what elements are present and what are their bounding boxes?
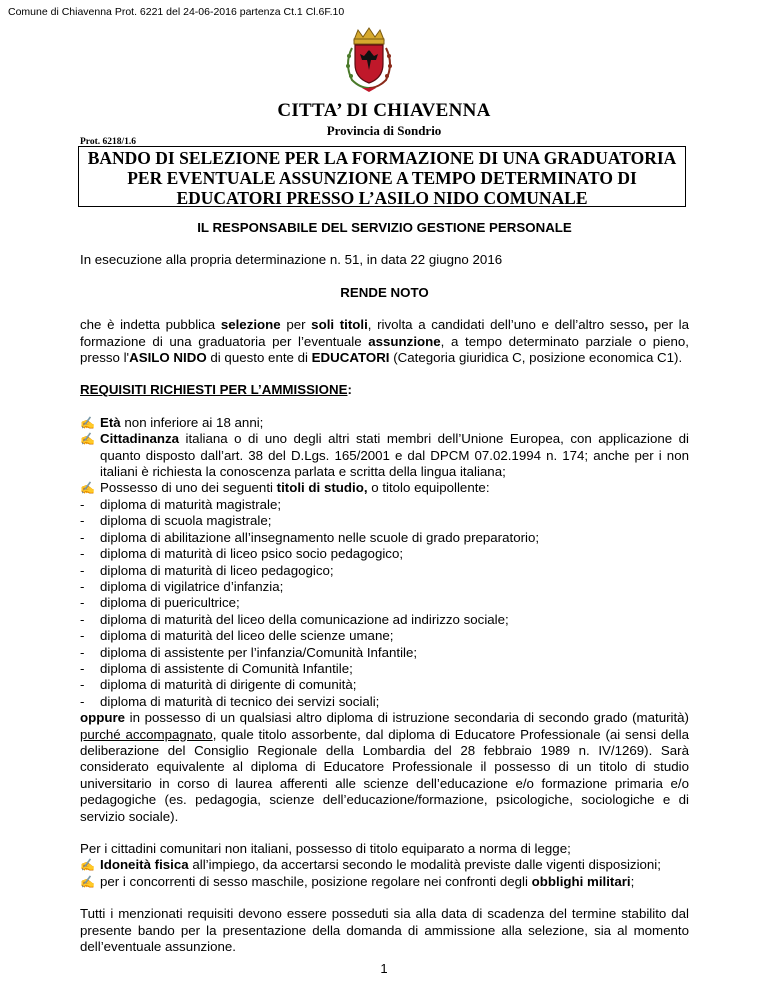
esecuzione-paragraph: In esecuzione alla propria determinazione n. 51, in data 22 giugno 2016	[80, 252, 503, 268]
diplomi-list	[80, 497, 689, 710]
title-line: BANDO DI SELEZIONE PER LA FORMAZIONE DI UNA GRADUATORIA	[87, 148, 677, 168]
pencil-hand-icon: ✍	[80, 481, 95, 496]
diploma-item	[80, 497, 689, 513]
dash-marker: -	[80, 628, 85, 644]
diploma-label: diploma di abilitazione all’insegnamento nelle scuole di grado preparatorio;	[100, 529, 540, 545]
protocol-stamp: Comune di Chiavenna Prot. 6221 del 24-06-2016 partenza Ct.1 Cl.6F.10	[8, 6, 345, 18]
tutti-paragraph: Tutti i menzionati requisiti devono essere posseduti sia alla data di scadenza del termine stabilito dal presente bando per la presentazione della domanda di ammissione alla selezione, sia al momento dell’eventuale assunzione.	[80, 906, 689, 955]
dash-marker: -	[80, 546, 85, 562]
bullet-eta: ✍ Età non inferiore ai 18 anni;	[80, 414, 264, 430]
diploma-item	[80, 661, 689, 677]
diploma-label: diploma di maturità di liceo pedagogico;	[100, 562, 334, 578]
dash-marker: -	[80, 644, 85, 660]
bullet-militari: ✍ per i concorrenti di sesso maschile, posizione regolare nei confronti degli obblighi militari;	[80, 873, 635, 889]
city-crest-icon	[338, 26, 400, 94]
dash-marker: -	[80, 496, 85, 512]
diploma-item	[80, 546, 689, 562]
dash-marker: -	[80, 611, 85, 627]
title-line: EDUCATORI PRESSO L’ASILO NIDO COMUNALE	[176, 188, 588, 208]
intro-paragraph: che è indetta pubblica selezione per soli titoli, rivolta a candidati dell’uno e dell’altro sesso, per la formazione di una graduatoria per l’eventuale assunzione, a tempo determinato parziale o pieno, presso l'ASILO NIDO di questo ente di EDUCATORI (Categoria giuridica C, posizione economica C1).	[80, 317, 689, 366]
pencil-hand-icon: ✍	[80, 874, 95, 889]
pencil-hand-icon: ✍	[80, 415, 95, 430]
diploma-item	[80, 513, 689, 529]
diploma-item	[80, 595, 689, 611]
diploma-item	[80, 612, 689, 628]
diploma-label: diploma di assistente di Comunità Infantile;	[100, 660, 353, 676]
dash-marker: -	[80, 595, 85, 611]
diploma-item	[80, 628, 689, 644]
diploma-item	[80, 645, 689, 661]
diploma-item	[80, 579, 689, 595]
diploma-label: diploma di maturità magistrale;	[100, 496, 282, 512]
comunitari-paragraph: Per i cittadini comunitari non italiani, possesso di titolo equiparato a norma di legge;	[80, 841, 571, 856]
diploma-label: diploma di maturità di dirigente di comunità;	[100, 677, 357, 693]
document-title	[78, 146, 686, 207]
protocol-number: Prot. 6218/1.6	[80, 137, 137, 147]
dash-marker: -	[80, 578, 85, 594]
dash-marker: -	[80, 513, 85, 529]
diploma-item	[80, 677, 689, 693]
page-number: 1	[380, 961, 388, 976]
diploma-label: diploma di scuola magistrale;	[100, 513, 272, 529]
diploma-label: diploma di vigilatrice d’infanzia;	[100, 578, 284, 594]
pencil-hand-icon: ✍	[80, 432, 95, 447]
document-body	[80, 220, 689, 955]
diploma-item	[80, 563, 689, 579]
bullet-idoneita: ✍ Idoneità fisica all’impiego, da accertarsi secondo le modalità previste dalle vigenti disposizioni;	[80, 857, 661, 873]
diploma-label: diploma di maturità di tecnico dei servizi sociali;	[100, 693, 380, 709]
bullet-titoli-studio: ✍ Possesso di uno dei seguenti titoli di studio, o titolo equipollente:	[80, 480, 490, 496]
dash-marker: -	[80, 693, 85, 709]
diploma-label: diploma di puericultrice;	[100, 595, 240, 611]
dash-marker: -	[80, 677, 85, 693]
dash-marker: -	[80, 529, 85, 545]
title-line: PER EVENTUALE ASSUNZIONE A TEMPO DETERMINATO DI	[127, 168, 637, 188]
dash-marker: -	[80, 660, 85, 676]
diploma-label: diploma di maturità del liceo della comunicazione ad indirizzo sociale;	[100, 611, 509, 627]
oppure-paragraph: oppure in possesso di un qualsiasi altro diploma di istruzione secondaria di secondo grado (maturità) purché accompagnato, quale titolo assorbente, dal diploma di Educatore Professionale (ai sensi della deliberazione del Consiglio Regionale della Lombardia del 28 febbraio 1989 n. IV/1269). Sarà considerato equivalente al diploma di Educatore Professionale il possesso di un titolo di studio universitario in corso di laurea afferenti alle scienze dell’educazione e/o formazione primaria e/o pedagogiche (es. pedagogia, scienze dell’educazione/formazione, psicologiche, sociologiche e di servizio sociale).	[80, 710, 689, 824]
diploma-item	[80, 694, 689, 710]
province-name: Provincia di Sondrio	[326, 123, 442, 138]
pencil-hand-icon: ✍	[80, 858, 95, 873]
bullet-cittadinanza: ✍ Cittadinanza italiana o di uno degli altri stati membri dell’Unione Europea, con applicazione di quanto disposto dall’art. 38 del D.Lgs. 165/2001 e dal DPCM 07.02.1994 n. 174; anche per i non italiani è richiesta la conoscenza parlata e scritta della lingua italiana;	[80, 431, 689, 480]
diploma-label: diploma di maturità di liceo psico socio pedagogico;	[100, 546, 404, 562]
responsabile-heading: IL RESPONSABILE DEL SERVIZIO GESTIONE PERSONALE	[197, 220, 572, 235]
diploma-label: diploma di assistente per l’infanzia/Comunità Infantile;	[100, 644, 418, 660]
rende-noto-heading: RENDE NOTO	[340, 284, 429, 300]
dash-marker: -	[80, 562, 85, 578]
diploma-item	[80, 530, 689, 546]
city-name: CITTA’ DI CHIAVENNA	[277, 100, 491, 121]
diploma-label: diploma di maturità del liceo delle scienze umane;	[100, 628, 394, 644]
requisiti-heading: REQUISITI RICHIESTI PER L’AMMISSIONE:	[80, 382, 352, 398]
